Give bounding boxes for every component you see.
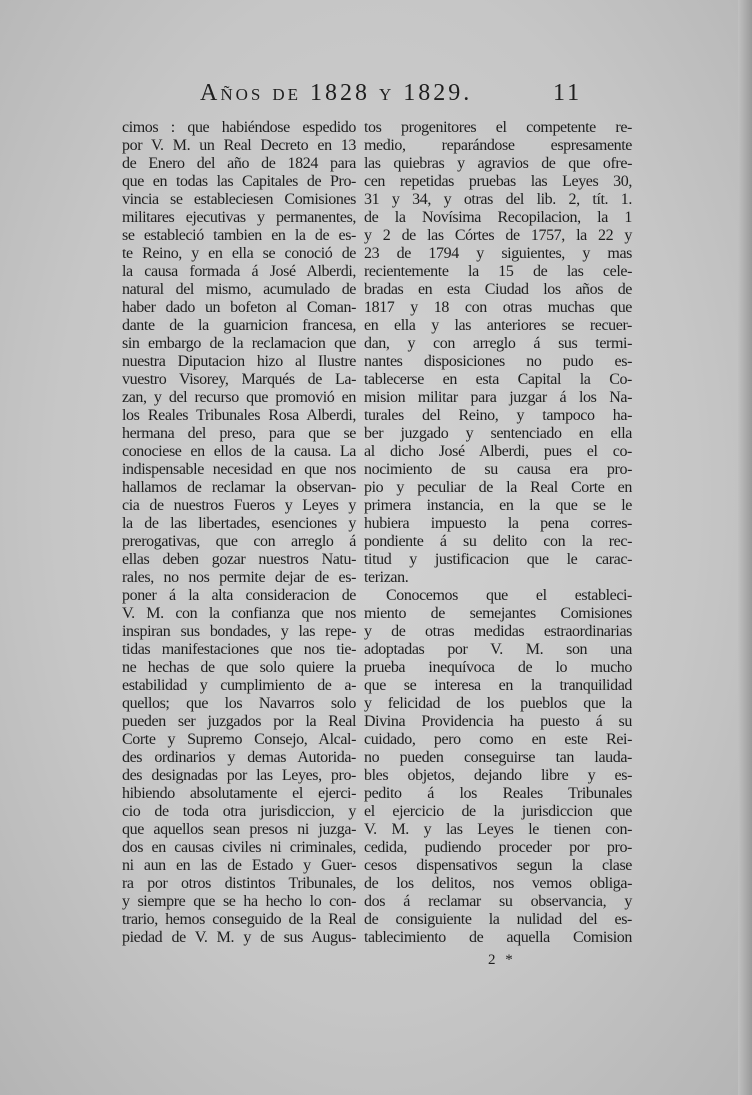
text-line: indispensable necesidad en que nos <box>122 461 356 478</box>
text-line: V. M. y las Leyes le tienen con- <box>364 821 632 838</box>
text-line: ne hechas de que solo quiere la <box>122 659 356 676</box>
page-number: 11 <box>553 80 583 106</box>
text-line: prueba inequívoca de lo mucho <box>364 659 632 676</box>
text-line: de Enero del año de 1824 para <box>122 155 356 172</box>
text-line: cesos dispensativos segun la clase <box>364 857 632 874</box>
text-line: medio, reparándose espresamente <box>364 137 632 154</box>
text-line: prerogativas, que con arreglo á <box>122 533 356 550</box>
text-line: poner á la alta consideracion de <box>122 587 356 604</box>
text-line: pondiente á su delito con la rec- <box>364 533 632 550</box>
text-line: dos á reclamar su observancia, y <box>364 893 632 910</box>
text-line: te Reino, y en ella se conoció de <box>122 245 356 262</box>
text-line: no pueden conseguirse tan lauda- <box>364 749 632 766</box>
text-line: miento de semejantes Comisiones <box>364 605 632 622</box>
text-line: y 2 de las Córtes de 1757, la 22 y <box>364 227 632 244</box>
text-line: hallamos de reclamar la observan- <box>122 479 356 496</box>
text-line: terizan. <box>364 569 409 586</box>
text-line: que en todas las Capitales de Pro- <box>122 173 356 190</box>
running-head: Años de 1828 y 1829. <box>200 80 473 106</box>
text-line: recientemente la 15 de las cele- <box>364 263 632 280</box>
text-line: des ordinarios y demas Autorida- <box>122 749 356 766</box>
text-line: 31 y 34, y otras del lib. 2, tít. 1. <box>364 191 632 208</box>
text-line: vuestro Visorey, Marqués de La- <box>122 371 356 388</box>
text-line: ni aun en las de Estado y Guer- <box>122 857 356 874</box>
text-line: bles objetos, dejando libre y es- <box>364 767 632 784</box>
text-line: pedito á los Reales Tribunales <box>364 785 632 802</box>
text-line: pueden ser juzgados por la Real <box>122 713 356 730</box>
text-line: cimos : que habiéndose espedido <box>122 119 356 136</box>
text-line: de consiguiente la nulidad del es- <box>364 911 632 928</box>
signature-mark: 2 * <box>488 952 516 968</box>
text-line: haber dado un bofeton al Coman- <box>122 299 356 316</box>
text-line: Conocemos que el estableci- <box>386 587 632 604</box>
text-line: nuestra Diputacion hizo al Ilustre <box>122 353 356 370</box>
text-line: cedida, pudiendo proceder por pro- <box>364 839 632 856</box>
text-line: 23 de 1794 y siguientes, y mas <box>364 245 632 262</box>
text-line: titud y justificacion que le carac- <box>364 551 632 568</box>
left-text-column <box>122 119 356 947</box>
text-line: dante de la guarnicion francesa, <box>122 317 356 334</box>
text-line: sin embargo de la reclamacion que <box>122 335 356 352</box>
text-line: conociese en ellos de la causa. La <box>122 443 356 460</box>
text-line: cuidado, pero como en este Rei- <box>364 731 632 748</box>
text-line: y felicidad de los pueblos que la <box>364 695 632 712</box>
text-line: vincia se estableciesen Comisiones <box>122 191 356 208</box>
text-line: estabilidad y cumplimiento de a- <box>122 677 356 694</box>
text-line: bradas en esta Ciudad los años de <box>364 281 632 298</box>
text-line: de los delitos, nos vemos obliga- <box>364 875 632 892</box>
text-line: en ella y las anteriores se recuer- <box>364 317 632 334</box>
text-line: tablecimiento de aquella Comision <box>364 929 632 946</box>
text-line: dos en causas civiles ni criminales, <box>122 839 356 856</box>
text-line: que se interesa en la tranquilidad <box>364 677 632 694</box>
text-line: ellas deben gozar nuestros Natu- <box>122 551 356 568</box>
text-line: inspiran sus bondades, y las repe- <box>122 623 356 640</box>
text-line: ra por otros distintos Tribunales, <box>122 875 356 892</box>
text-line: y siempre que se ha hecho lo con- <box>122 893 356 910</box>
text-line: la de las libertades, esenciones y <box>122 515 356 532</box>
text-line: V. M. con la confianza que nos <box>122 605 356 622</box>
text-line: piedad de V. M. y de sus Augus- <box>122 929 356 946</box>
text-line: la causa formada á José Alberdi, <box>122 263 356 280</box>
text-line: que aquellos sean presos ni juzga- <box>122 821 356 838</box>
text-line: al dicho José Alberdi, pues el co- <box>364 443 632 460</box>
text-line: nantes disposiciones no pudo es- <box>364 353 632 370</box>
text-line: zan, y del recurso que promovió en <box>122 389 356 406</box>
text-line: Corte y Supremo Consejo, Alcal- <box>122 731 356 748</box>
text-line: pio y peculiar de la Real Corte en <box>364 479 632 496</box>
text-line: los Reales Tribunales Rosa Alberdi, <box>122 407 356 424</box>
text-line: dan, y con arreglo á sus termi- <box>364 335 632 352</box>
text-line: rales, no nos permite dejar de es- <box>122 569 356 586</box>
text-line: tos progenitores el competente re- <box>364 119 632 136</box>
text-line: hermana del preso, para que se <box>122 425 356 442</box>
text-line: Divina Providencia ha puesto á su <box>364 713 632 730</box>
text-line: mision militar para juzgar á los Na- <box>364 389 632 406</box>
text-line: por V. M. un Real Decreto en 13 <box>122 137 356 154</box>
text-line: turales del Reino, y tampoco ha- <box>364 407 632 424</box>
text-line: y de otras medidas estraordinarias <box>364 623 632 640</box>
text-line: primera instancia, en la que se le <box>364 497 632 514</box>
text-line: des designadas por las Leyes, pro- <box>122 767 356 784</box>
text-line: ber juzgado y sentenciado en ella <box>364 425 632 442</box>
text-line: el ejercicio de la jurisdiccion que <box>364 803 632 820</box>
text-line: cia de nuestros Fueros y Leyes y <box>122 497 356 514</box>
text-line: 1817 y 18 con otras muchas que <box>364 299 632 316</box>
text-line: hubiera impuesto la pena corres- <box>364 515 632 532</box>
text-line: nocimiento de su causa era pro- <box>364 461 632 478</box>
text-line: quellos; que los Navarros solo <box>122 695 356 712</box>
text-line: cio de toda otra jurisdiccion, y <box>122 803 356 820</box>
text-line: hibiendo absolutamente el ejerci- <box>122 785 356 802</box>
text-line: las quiebras y agravios de que ofre- <box>364 155 632 172</box>
text-line: tablecerse en esta Capital la Co- <box>364 371 632 388</box>
text-line: militares ejecutivas y permanentes, <box>122 209 356 226</box>
text-line: adoptadas por V. M. son una <box>364 641 632 658</box>
text-line: natural del mismo, acumulado de <box>122 281 356 298</box>
text-line: se estableció tambien en la de es- <box>122 227 356 244</box>
text-line: tidas manifestaciones que nos tie- <box>122 641 356 658</box>
text-line: de la Novísima Recopilacion, la 1 <box>364 209 632 226</box>
page-edge-shadow <box>738 0 752 1095</box>
text-line: trario, hemos conseguido de la Real <box>122 911 356 928</box>
text-line: cen repetidas pruebas las Leyes 30, <box>364 173 632 190</box>
right-text-column <box>364 119 632 969</box>
